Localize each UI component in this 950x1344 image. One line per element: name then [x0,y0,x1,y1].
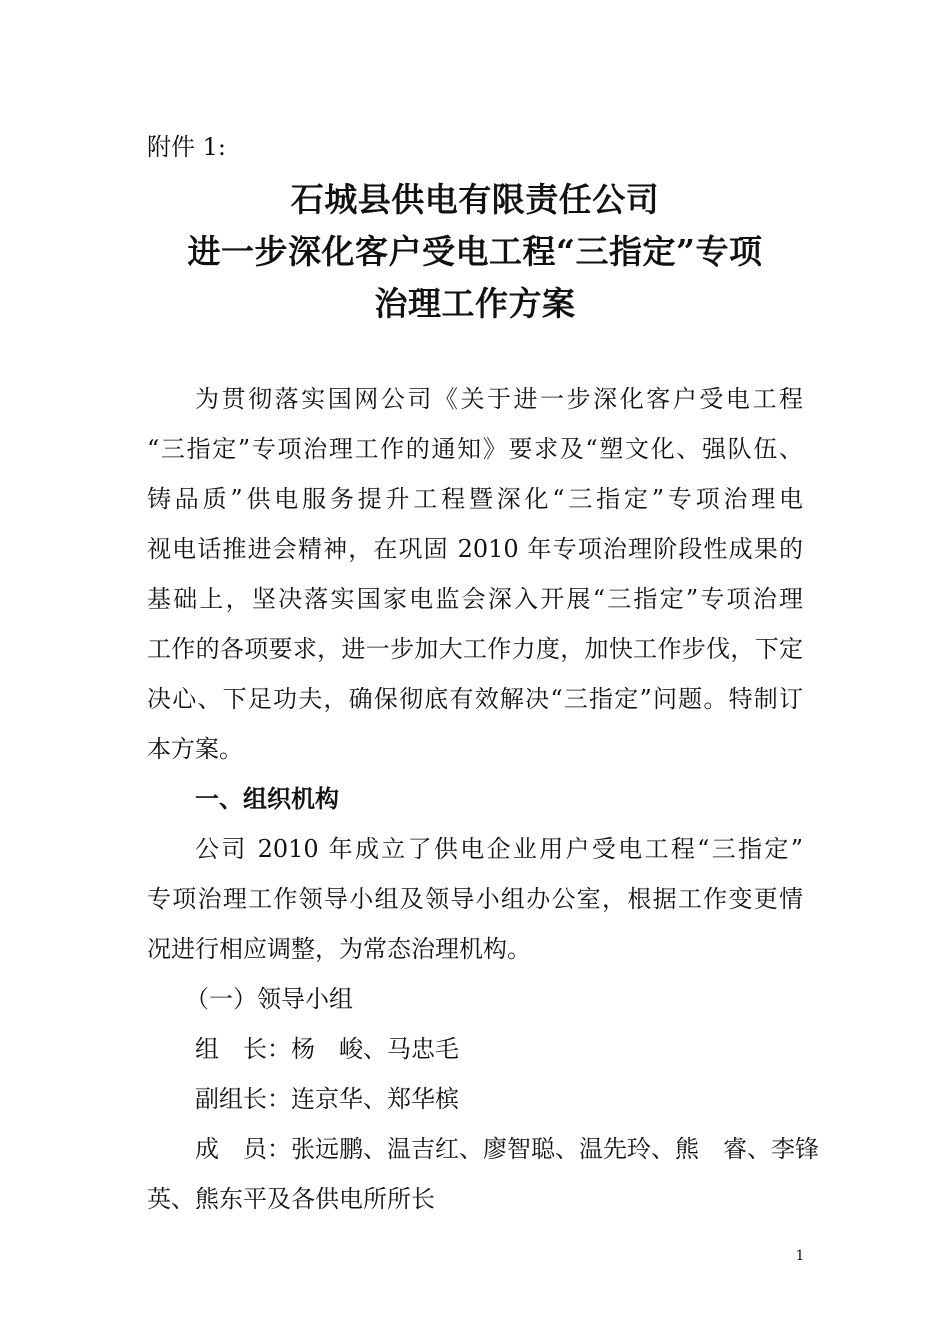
section-paragraph-line: 况进行相应调整，为常态治理机构。 [147,935,531,963]
members-line: 成 员：张远鹏、温吉红、廖智聪、温先玲、熊 睿、李锋 [195,1135,819,1163]
attachment-label: 附件 1: [147,133,226,161]
intro-line: “三指定”专项治理工作的通知》要求及“塑文化、强队伍、 [147,435,803,463]
title-line-2: 进一步深化客户受电工程“三指定”专项 [187,232,763,271]
title-line-3: 治理工作方案 [374,284,576,323]
deputy-leader-line: 副组长：连京华、郑华槟 [195,1085,459,1113]
intro-line: 基础上，坚决落实国家电监会深入开展“三指定”专项治理 [147,585,803,613]
intro-line: 视电话推进会精神，在巩固 2010 年专项治理阶段性成果的 [147,535,803,563]
section-heading: 一、组织机构 [195,784,339,813]
intro-line: 工作的各项要求，进一步加大工作力度，加快工作步伐，下定 [147,635,803,663]
title-line-1: 石城县供电有限责任公司 [290,180,660,219]
members-line: 英、熊东平及各供电所所长 [147,1185,435,1213]
subsection-heading: （一）领导小组 [185,985,353,1013]
intro-line: 为贯彻落实国网公司《关于进一步深化客户受电工程 [195,385,803,413]
intro-line: 铸品质”供电服务提升工程暨深化“三指定”专项治理电 [147,485,803,513]
section-paragraph-line: 公司 2010 年成立了供电企业用户受电工程“三指定” [195,835,803,863]
page-number: 1 [795,1248,805,1264]
intro-line: 本方案。 [147,735,243,763]
intro-line: 决心、下足功夫，确保彻底有效解决“三指定”问题。特制订 [147,685,803,713]
leader-line: 组 长：杨 峻、马忠毛 [195,1035,459,1063]
section-paragraph-line: 专项治理工作领导小组及领导小组办公室，根据工作变更情 [147,885,803,913]
